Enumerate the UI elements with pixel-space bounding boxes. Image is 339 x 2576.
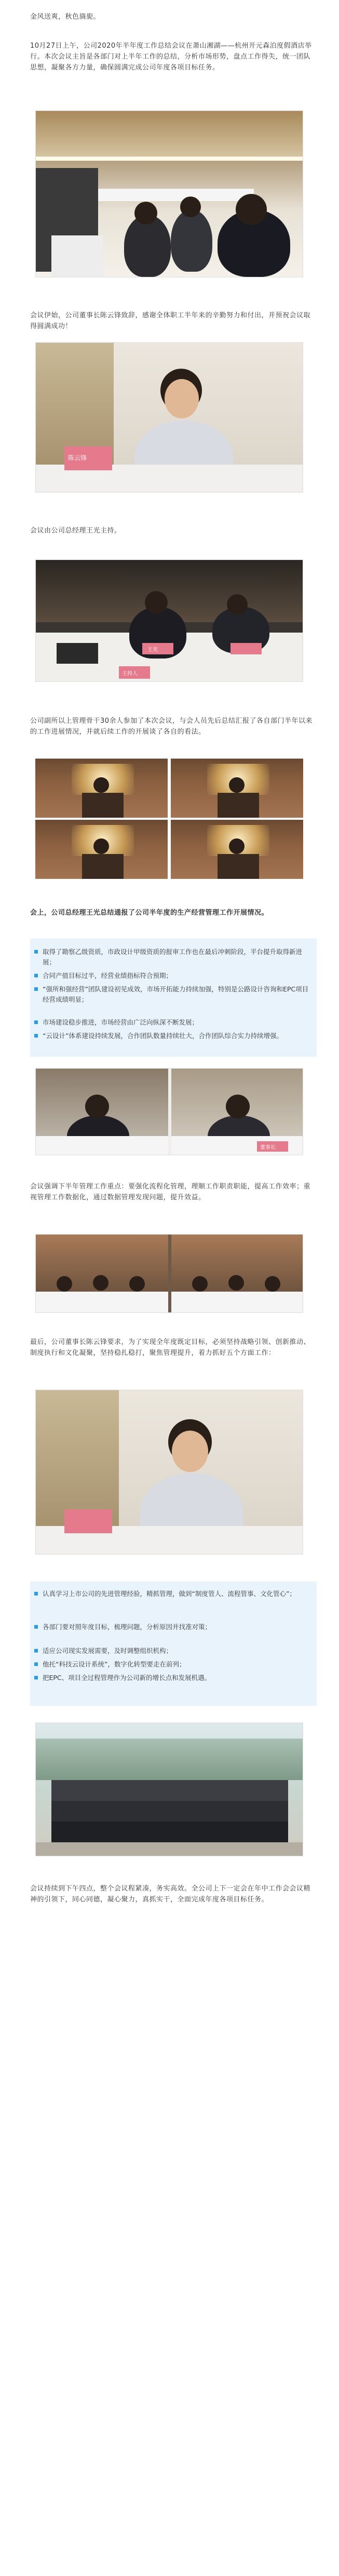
bullet-dot-icon — [34, 1034, 38, 1038]
bullet-item: 把EPC、项目全过程管理作为公司新的增长点和发展机遇。 — [34, 1673, 313, 1683]
bullet-item: 市场建设稳步推进，市场经营由广泛向纵深不断发展； — [34, 1017, 313, 1028]
photo-host-meeting — [35, 559, 303, 682]
paragraph-5-text: 会上，公司总经理王光总结通报了公司半年度的生产经营管理工作开展情况。 — [30, 909, 269, 917]
bullet-item: 合同产值目标过半，经营业绩指标符合预期； — [34, 971, 313, 981]
nameplate-chair: 陈云锋 — [68, 454, 87, 461]
photo-chairman-closing — [35, 1390, 303, 1555]
photo-two-speakers — [35, 1068, 303, 1155]
bullet-dot-icon — [34, 987, 38, 991]
paragraph-5 — [30, 907, 317, 918]
paragraph-8: 会议持续到下午四点，整个会议程紧凑，务实高效。全公司上下一定会在年中工作会会议精神的引领下，同心同德，凝心聚力，真抓实干，全面完成年度各项目标任务。 — [30, 1885, 311, 1903]
photo-grid-speakers — [35, 759, 303, 879]
paragraph-2: 会议伊始，公司董事长陈云锋致辞，感谢全体职工半年来的辛勤努力和付出，并预祝会议取得圆满成功！ — [30, 312, 311, 330]
bullet-item: “云设计”体系建设持续发展，合作团队数量持续壮大，合作团队综合实力持续增强。 — [34, 1031, 313, 1041]
bullet-dot-icon — [34, 1649, 38, 1653]
bullet-item: 适应公司现实发展需要，及时调整组织机构； — [34, 1646, 313, 1656]
bullet-item: 认真学习上市公司的先进管理经验，精抓管理，做到“制度管人、流程管事、文化管心”； — [34, 1589, 313, 1599]
photo-chairman-speaking — [35, 342, 303, 493]
nameplate-mid2: 董事长 — [260, 1145, 276, 1151]
bullet-dot-icon — [34, 950, 38, 954]
nameplate-host: 王光 — [147, 647, 158, 653]
directive-panel — [30, 1581, 317, 1706]
bullet-dot-icon — [34, 1662, 38, 1666]
bullet-item: 各部门要对照年度目标，梳理问题，分析原因并找准对策； — [34, 1622, 313, 1632]
bullet-dot-icon — [34, 1676, 38, 1679]
paragraph-7: 最后，公司董事长陈云锋要求，为了实现全年度既定目标，必须坚持战略引领、创新推动、制度执行和文化凝聚，坚持稳扎稳打，聚焦管理提升，着力抓好五个方面工作： — [30, 1338, 311, 1357]
paragraph-1: 10月27日上午，公司2020年半年度工作总结会议在萧山湘湖——杭州开元森泊度假酒店举行。本次会议主旨是各部门对上半年工作的总结，分析市场形势，盘点工作得失，统一团队思想，凝聚各方力量，确保圆满完成公司年度各项目标任务。 — [30, 42, 312, 72]
paragraph-4: 公司副所以上管理骨干30余人参加了本次会议，与会人员先后总结汇报了各自部门半年以来的工作进展情况，并就后续工作的开展谈了各自的看法。 — [30, 717, 313, 736]
bullet-dot-icon — [34, 974, 38, 977]
bullet-item: 他托“科技云设计系统”，数字化转型要走在前列； — [34, 1659, 313, 1670]
bullet-item: “强所和强经营”团队建设初见成效，市场开拓能力持续加强，特别是公路设计咨询和EPC项目经营成绩明显； — [34, 984, 313, 1005]
paragraph-3: 会议由公司总经理王光主持。 — [30, 527, 121, 535]
intro-text: 金风送爽，秋色旖旎。 — [30, 13, 101, 21]
photo-audience — [35, 1234, 303, 1313]
bullet-dot-icon — [34, 1625, 38, 1629]
bullet-dot-icon — [34, 1020, 38, 1024]
bullet-item: 取得了勘察乙级资质，市政设计甲级资质的报审工作也在最后冲刺阶段，平台提升取得新进展； — [34, 947, 313, 968]
bullet-dot-icon — [34, 1592, 38, 1595]
photo-conference-room — [35, 110, 303, 277]
nameplate-mid1: 主持人 — [122, 671, 138, 677]
photo-group — [35, 1723, 303, 1856]
paragraph-6: 会议强调下半年管理工作重点：要强化流程化管理，理顺工作职责职能，提高工作效率；重视管理工作数据化，通过数据管理发现问题，提升效益。 — [30, 1183, 311, 1201]
